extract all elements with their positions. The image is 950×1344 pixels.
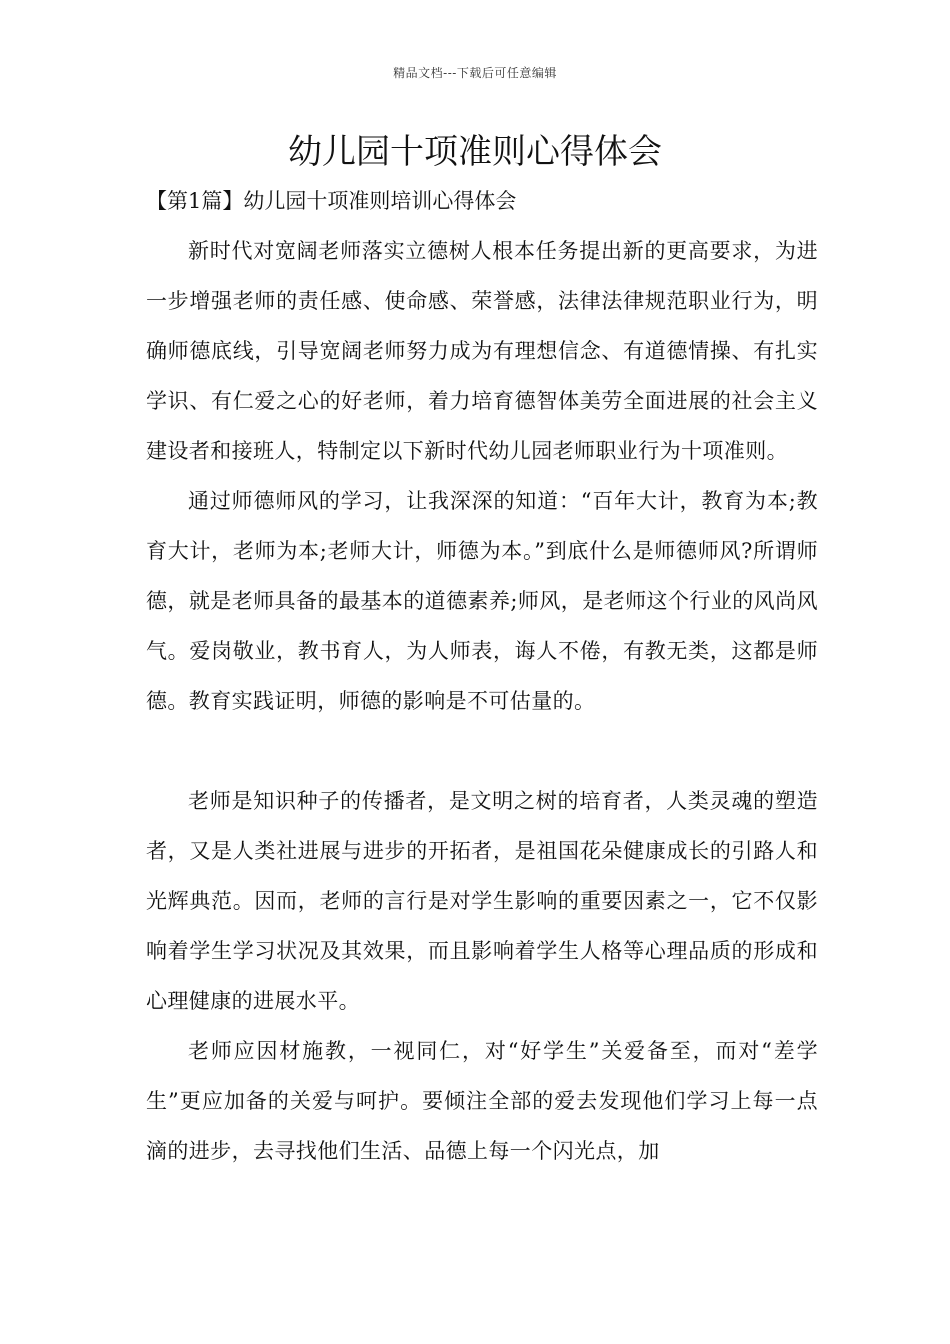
paragraph-3: 老师是知识种子的传播者，是文明之树的培育者，人类灵魂的塑造者，又是人类社进展与进步的开拓者，是祖国花朵健康成长的引路人和光辉典范。因而，老师的言行是对学生影响的重要因素之一，它不仅影响着学生学习状况及其效果，而且影响着学生人格等心理品质的形成和心理健康的进展水平。 <box>146 789 818 1013</box>
paragraph-4: 老师应因材施教，一视同仁，对“好学生”关爱备至，而对“差学生”更应加备的关爱与呵护。要倾注全部的爱去发现他们学习上每一点滴的进步，去寻找他们生活、品德上每一个闪光点，加 <box>146 1039 818 1163</box>
paragraph-1: 新时代对宽阔老师落实立德树人根本任务提出新的更高要求，为进一步增强老师的责任感、使命感、荣誉感，法律法律规范职业行为，明确师德底线，引导宽阔老师努力成为有理想信念、有道德情操、有扎实学识、有仁爱之心的好老师，着力培育德智体美劳全面进展的社会主义建设者和接班人，特制定以下新时代幼儿园老师职业行为十项准则。 <box>146 239 818 463</box>
document-title: 幼儿园十项准则心得体会 <box>288 132 662 172</box>
paragraph-2: 通过师德师风的学习，让我深深的知道：“百年大计，教育为本;教育大计，老师为本;老师大计，师德为本。”到底什么是师德师风?所谓师德，就是老师具备的最基本的道德素养;师风，是老师这个行业的风尚风气。爱岗敬业，教书育人，为人师表，诲人不倦，有教无类，这都是师德。教育实践证明，师德的影响是不可估量的。 <box>146 489 818 713</box>
document-body <box>146 226 818 1176</box>
page-header: 精品文档---下载后可任意编辑 <box>393 66 557 80</box>
section-heading: 【第1篇】幼儿园十项准则培训心得体会 <box>146 189 517 213</box>
